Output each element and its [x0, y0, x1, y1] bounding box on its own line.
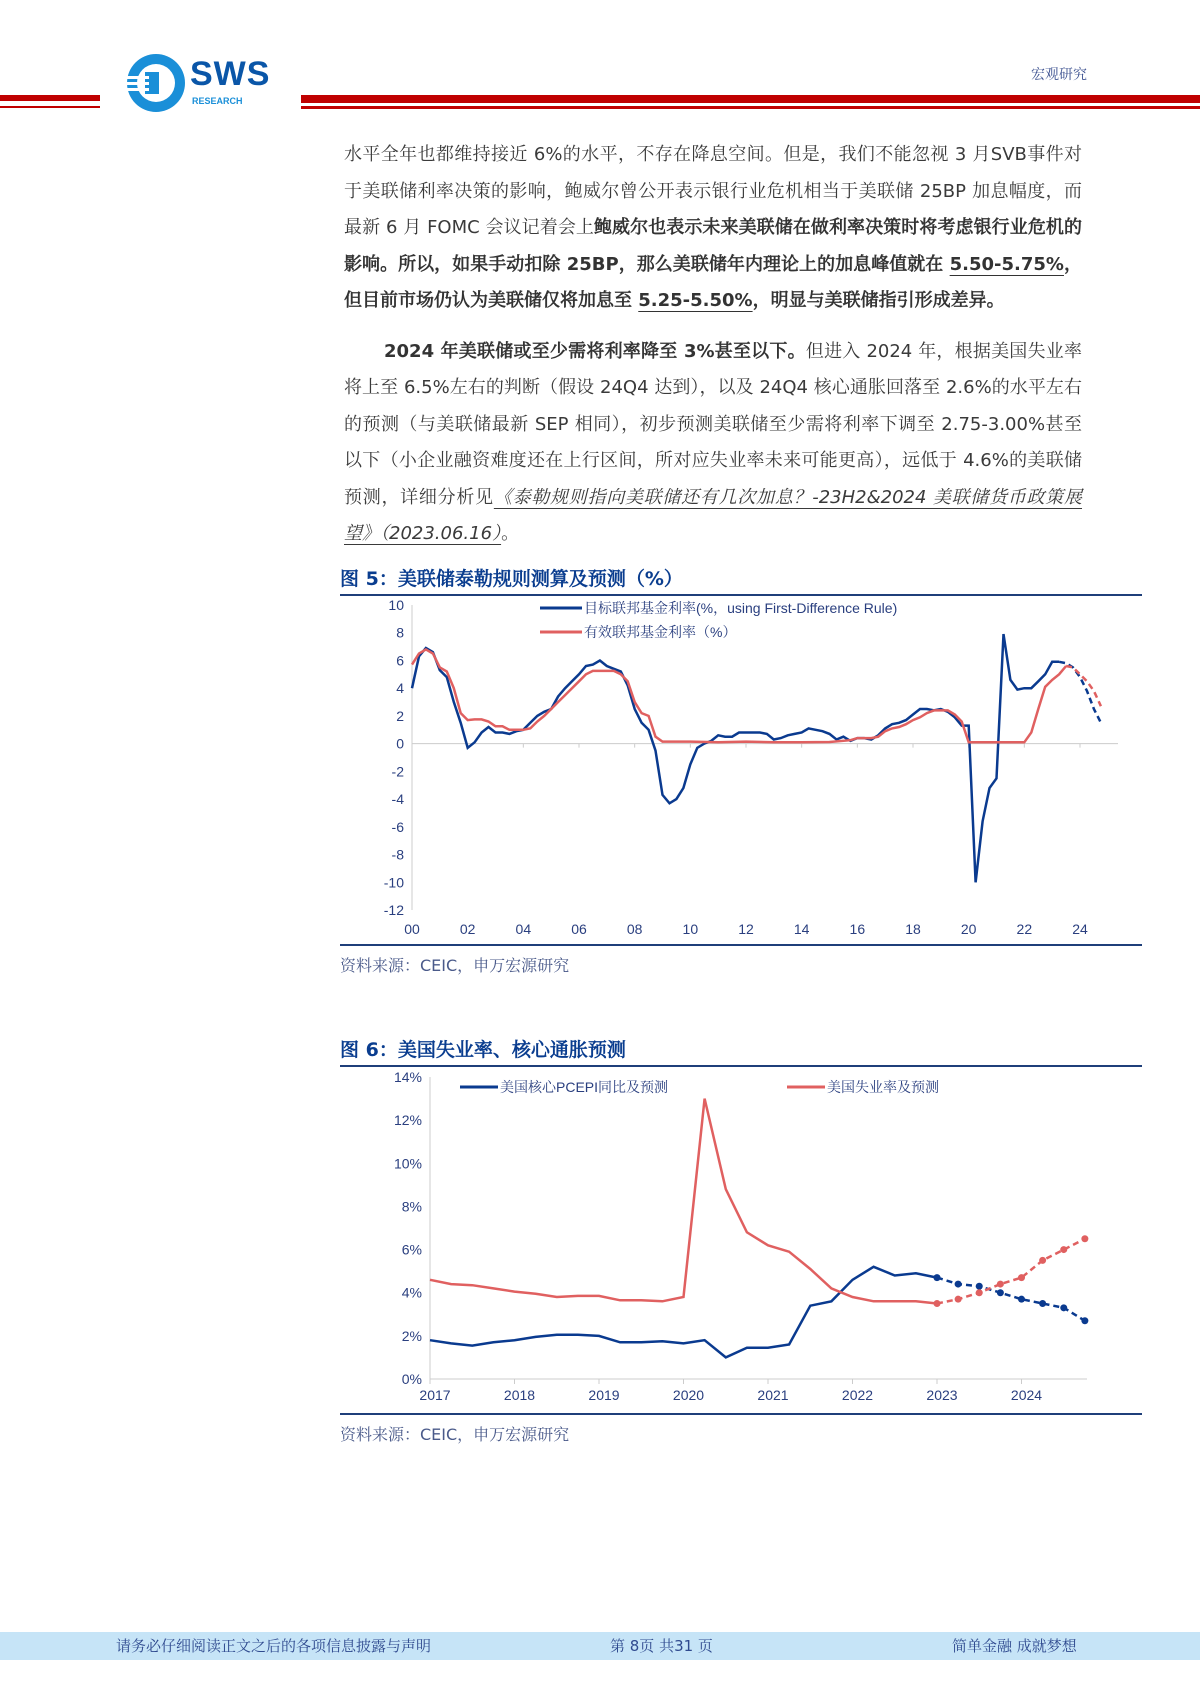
- y-tick-label: 2%: [401, 1327, 422, 1344]
- bold-text-run: ，明显与美联储指引形成差异。: [752, 290, 1005, 311]
- legend-label-0: 美国核心PCEPI同比及预测: [500, 1078, 669, 1095]
- body-paragraph-2: [344, 334, 1082, 553]
- x-tick-label: 22: [1016, 920, 1033, 937]
- figure-6-source: 资料来源：CEIC，申万宏源研究: [340, 1424, 570, 1444]
- footer-disclaimer: 请务必仔细阅读正文之后的各项信息披露与声明: [116, 1637, 432, 1655]
- footer-slogan: 简单金融 成就梦想: [952, 1637, 1077, 1655]
- y-tick-label: 8: [396, 624, 404, 641]
- footer-bar: [0, 1632, 1200, 1660]
- figure-5-title: 图 5：美联储泰勒规则测算及预测（%）: [340, 567, 683, 590]
- figure-6-title: 图 6：美国失业率、核心通胀预测: [340, 1038, 626, 1061]
- bold-text-run: 5.25-5.50%: [638, 290, 753, 311]
- footer-page-number: 第 8页 共31 页: [610, 1637, 713, 1655]
- series-0-line: [412, 634, 1059, 882]
- series-0-line: [430, 1266, 937, 1357]
- y-tick-label: -6: [391, 818, 404, 835]
- body-paragraph-1: [344, 137, 1082, 320]
- text-run: 。: [501, 523, 520, 544]
- series-1-line: [430, 1098, 937, 1303]
- y-tick-label: 4: [396, 679, 404, 696]
- x-tick-label: 12: [738, 920, 754, 937]
- logo-mark-icon: [125, 52, 187, 114]
- series-0-forecast-point: [1039, 1300, 1046, 1307]
- y-tick-label: -2: [391, 762, 404, 779]
- series-1-forecast-point: [955, 1295, 962, 1302]
- header-rule-left-thick: [0, 95, 100, 101]
- y-tick-label: 6%: [401, 1241, 422, 1258]
- series-0-forecast-point: [1081, 1317, 1088, 1324]
- x-tick-label: 2017: [419, 1386, 451, 1403]
- x-tick-label: 04: [515, 920, 532, 937]
- x-tick-label: 2024: [1010, 1386, 1043, 1403]
- report-reference-link[interactable]: 《泰勒规则指向美联储还有几次加息？-23H2&2024 美联储货币政策展望》（2023.06.16）: [344, 486, 1083, 544]
- y-tick-label: -4: [391, 790, 404, 807]
- figure-6-bottom-rule: [340, 1413, 1142, 1415]
- y-tick-label: -8: [391, 846, 404, 863]
- figure-6: [340, 1038, 1142, 1445]
- y-tick-label: 2: [396, 707, 404, 724]
- logo-subtext: RESEARCH: [192, 96, 243, 106]
- figure-5: [340, 567, 1142, 976]
- y-tick-label: 4%: [401, 1284, 422, 1301]
- legend-label-0: 目标联邦基金利率(%，using First-Difference Rule): [584, 599, 898, 616]
- y-tick-label: 10: [388, 596, 404, 613]
- x-tick-label: 20: [960, 920, 977, 937]
- section-label: 宏观研究: [1031, 67, 1087, 83]
- series-1-forecast-point: [1081, 1235, 1088, 1242]
- x-tick-label: 2022: [841, 1386, 874, 1403]
- header-rule-right-thick: [301, 95, 1200, 103]
- x-tick-label: 2023: [926, 1386, 958, 1403]
- figure-5-source: 资料来源：CEIC，申万宏源研究: [340, 955, 570, 975]
- series-0-forecast-point: [1018, 1295, 1025, 1302]
- logo-text: SWS: [190, 55, 271, 93]
- bold-text-run: 鲍威尔也表示未来美联储在做利率决策时将考虑银行业危机的影响。所以，如果手动扣除 25BP，那么美联储年内理论上的加息峰值就在: [344, 217, 1082, 275]
- main-content: [340, 137, 1142, 1445]
- figure-5-bottom-rule: [340, 944, 1142, 946]
- series-0-forecast-point: [976, 1282, 983, 1289]
- y-tick-label: 14%: [393, 1068, 422, 1085]
- series-1-forecast-point: [1018, 1274, 1025, 1281]
- text-run: 但进入 2024 年，根据美国失业率将上至 6.5%左右的判断（假设 24Q4 达到），以及 24Q4 核心通胀回落至 2.6%的水平左右的预测（与美联储最新 SEP 相同），初步预测美联储至少需将利率下调至 2.75-3.00%甚至以下（小企业融资难度还在上行区间，所对应失业率未来可能更高），远低于 4.6%的美联储预测，详细分析见: [344, 340, 1082, 508]
- x-tick-label: 2020: [672, 1386, 705, 1403]
- x-tick-label: 24: [1072, 920, 1088, 937]
- x-tick-label: 06: [571, 920, 587, 937]
- x-tick-label: 14: [793, 920, 810, 937]
- y-tick-label: 8%: [401, 1197, 422, 1214]
- x-tick-label: 08: [626, 920, 643, 937]
- text-run: 水平全年也都维持接近 6%的水平，不存在降息空间。但是，我们不能忽视 3 月SVB事件对于美联储利率决策的影响，鲍威尔曾公开表示银行业危机相当于美联储 25BP 加息幅度，而最新 6 月 FOMC 会议记着会上: [344, 144, 1082, 238]
- series-1-forecast-point: [997, 1280, 1004, 1287]
- y-tick-label: -10: [383, 873, 404, 890]
- y-tick-label: 6: [396, 651, 404, 668]
- figure-5-chart: [340, 596, 1142, 944]
- series-0-forecast-point: [934, 1274, 941, 1281]
- x-tick-label: 16: [849, 920, 866, 937]
- x-tick-label: 2021: [757, 1386, 789, 1403]
- y-tick-label: 10%: [393, 1154, 422, 1171]
- series-1-forecast-point: [934, 1300, 941, 1307]
- x-tick-label: 02: [459, 920, 476, 937]
- y-tick-label: 12%: [393, 1111, 422, 1128]
- y-tick-label: -12: [383, 901, 404, 918]
- series-0-forecast-point: [955, 1280, 962, 1287]
- header-rule-right-thin: [301, 106, 1200, 109]
- bold-text-run: 5.50-5.75%: [949, 253, 1064, 275]
- series-0-forecast-point: [997, 1289, 1004, 1296]
- x-tick-label: 10: [682, 920, 699, 937]
- series-1-forecast-point: [1039, 1256, 1046, 1263]
- legend-label-1: 有效联邦基金利率（%）: [584, 623, 737, 640]
- legend-label-1: 美国失业率及预测: [827, 1078, 939, 1095]
- series-1-forecast-point: [1060, 1246, 1067, 1253]
- series-0-forecast-point: [1060, 1304, 1067, 1311]
- figure-6-chart: [340, 1067, 1142, 1413]
- x-tick-label: 18: [905, 920, 921, 937]
- y-tick-label: 0: [396, 735, 404, 752]
- y-tick-label: 0%: [401, 1370, 422, 1387]
- x-tick-label: 2018: [503, 1386, 536, 1403]
- series-1-forecast-line: [1066, 666, 1101, 706]
- x-tick-label: 00: [404, 920, 420, 937]
- series-1-forecast-point: [976, 1289, 983, 1296]
- x-tick-label: 2019: [588, 1386, 620, 1403]
- bold-text-run: ，但目前市场仍认为美联储仅将加息至: [344, 253, 1083, 311]
- bold-text-run: 2024 年美联储或至少需将利率降至 3%甚至以下。: [384, 340, 806, 362]
- header-rule-left-thin: [0, 106, 100, 108]
